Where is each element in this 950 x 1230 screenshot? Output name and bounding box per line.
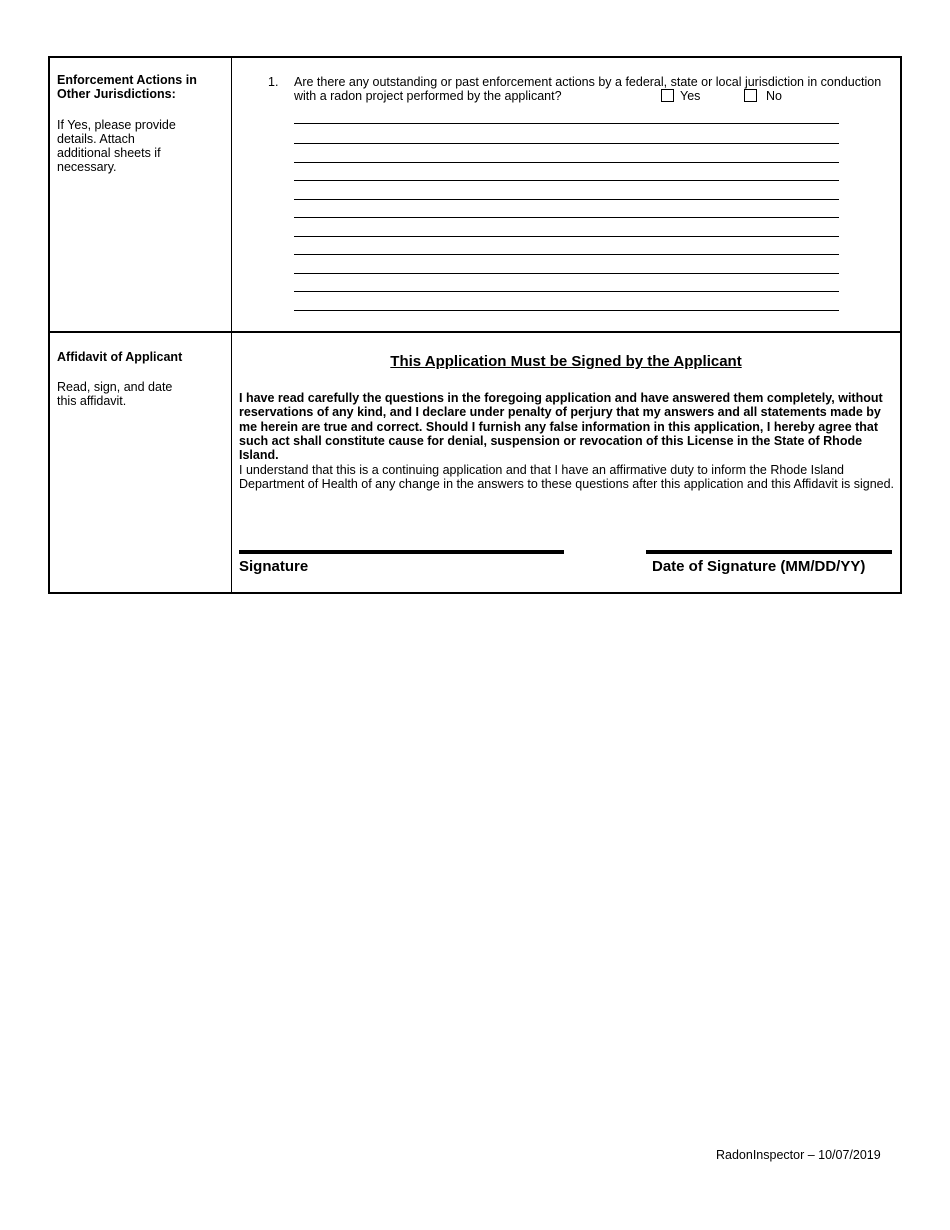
answer-line[interactable] — [294, 123, 839, 124]
answer-line[interactable] — [294, 143, 839, 144]
date-signature-line[interactable] — [646, 550, 892, 554]
enforcement-label-cell — [50, 58, 232, 331]
enforcement-note: If Yes, please provide details. Attach additional sheets if necessary. — [57, 118, 176, 174]
no-label: No — [766, 89, 782, 103]
answer-line[interactable] — [294, 217, 839, 218]
affidavit-continuing-duty: I understand that this is a continuing application and that I have an affirmative duty to inform the Rhode Island Department of Health of any change in the answers to these questions after this application and this Affidavit is signed. — [239, 463, 895, 492]
page-footer: RadonInspector – 10/07/2019 — [716, 1148, 881, 1162]
answer-line[interactable] — [294, 162, 839, 163]
affidavit-note: Read, sign, and date this affidavit. — [57, 380, 173, 408]
application-form-table — [48, 56, 902, 594]
affidavit-row — [50, 333, 900, 594]
enforcement-title: Enforcement Actions in Other Jurisdictions: — [57, 73, 197, 101]
question-text: Are there any outstanding or past enforcement actions by a federal, state or local jurisdiction in conduction with a radon project performed by the applicant? — [294, 75, 882, 103]
enforcement-question-cell — [232, 58, 900, 331]
affidavit-title: Affidavit of Applicant — [57, 350, 183, 364]
signature-line[interactable] — [239, 550, 564, 554]
answer-line[interactable] — [294, 180, 839, 181]
answer-line[interactable] — [294, 273, 839, 274]
question-number: 1. — [268, 75, 279, 89]
answer-line[interactable] — [294, 310, 839, 311]
answer-line[interactable] — [294, 254, 839, 255]
answer-line[interactable] — [294, 291, 839, 292]
enforcement-actions-row — [50, 58, 900, 333]
affidavit-heading: This Application Must be Signed by the Applicant — [390, 353, 742, 370]
affidavit-content-cell — [232, 333, 900, 594]
affidavit-label-cell — [50, 333, 232, 594]
answer-line[interactable] — [294, 199, 839, 200]
yes-label: Yes — [680, 89, 701, 103]
yes-checkbox[interactable] — [661, 89, 674, 102]
answer-line[interactable] — [294, 236, 839, 237]
signature-label: Signature — [239, 558, 309, 575]
affidavit-declaration: I have read carefully the questions in the foregoing application and have answered them completely, without reservations of any kind, and I declare under penalty of perjury that my answers and all statements made by me herein are true and correct. Should I furnish any false information in this application, I hereby agree that such act shall constitute cause for denial, suspension or revocation of this License in the State of Rhode Island. — [239, 391, 883, 463]
date-signature-label: Date of Signature (MM/DD/YY) — [652, 558, 866, 575]
no-checkbox[interactable] — [744, 89, 757, 102]
